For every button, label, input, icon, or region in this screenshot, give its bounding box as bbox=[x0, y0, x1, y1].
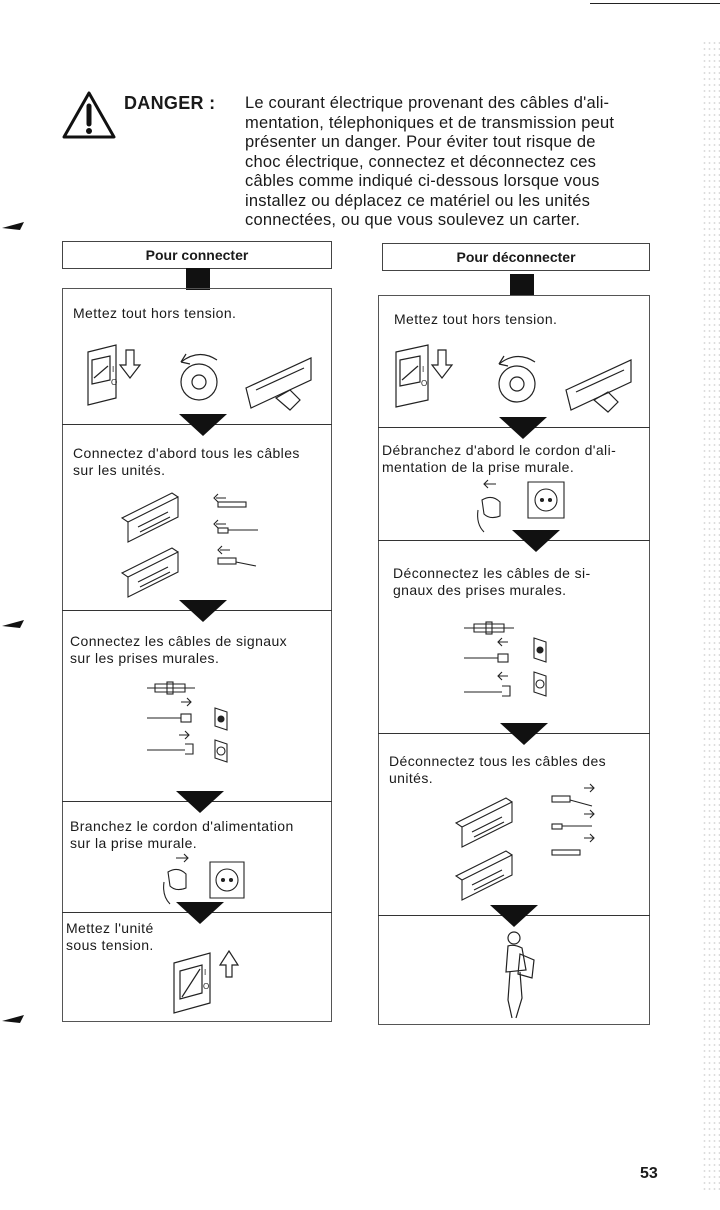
power-on-switch-illustration bbox=[170, 945, 250, 1015]
unplug-power-illustration bbox=[474, 476, 570, 536]
danger-line: Le courant électrique provenant des câbles d'ali- bbox=[245, 94, 610, 112]
step-line: sur la prise murale. bbox=[70, 835, 198, 851]
connect-step-4-text bbox=[70, 818, 294, 852]
step-line: Branchez le cordon d'alimentation bbox=[70, 818, 294, 834]
power-off-illustration bbox=[86, 340, 316, 410]
power-off-illustration bbox=[394, 340, 634, 412]
connect-tab-marker bbox=[186, 268, 210, 290]
down-arrow-icon bbox=[496, 721, 552, 747]
units-cables-illustration bbox=[118, 482, 268, 592]
danger-label: DANGER : bbox=[124, 93, 216, 113]
step-line: mentation de la prise murale. bbox=[382, 459, 575, 475]
svg-text:I: I bbox=[204, 968, 207, 977]
margin-mark bbox=[2, 620, 24, 628]
danger-paragraph bbox=[245, 94, 665, 231]
step-line: sur les unités. bbox=[73, 462, 166, 478]
svg-text:O: O bbox=[203, 982, 210, 991]
svg-text:O: O bbox=[421, 379, 428, 388]
units-cables-illustration bbox=[452, 782, 612, 902]
step-line: Connectez d'abord tous les câbles bbox=[73, 445, 300, 461]
down-arrow-icon bbox=[175, 412, 231, 438]
danger-line: choc électrique, connectez et déconnectez ces bbox=[245, 152, 597, 171]
connect-step-2-text bbox=[73, 445, 300, 479]
connect-column-header bbox=[62, 241, 332, 269]
step-line: Déconnectez tous les câbles des bbox=[389, 753, 607, 769]
step-line: Connectez les câbles de signaux bbox=[70, 633, 288, 649]
danger-line: câbles comme indiqué ci-dessous lorsque vous bbox=[245, 172, 600, 190]
step-line: Débranchez d'abord le cordon d'ali- bbox=[382, 442, 617, 458]
danger-line: mentation, télephoniques et de transmission peut bbox=[245, 113, 615, 132]
margin-mark bbox=[2, 1015, 24, 1023]
top-rule bbox=[590, 3, 720, 4]
down-arrow-icon bbox=[486, 903, 542, 929]
connect-title: Pour connecter bbox=[145, 247, 249, 263]
connect-step-3-text bbox=[70, 633, 287, 667]
page-number: 53 bbox=[640, 1165, 658, 1182]
step-line: Mettez tout hors tension. bbox=[73, 305, 237, 321]
step-line: Déconnectez les câbles de si- bbox=[393, 565, 591, 581]
step-line: unités. bbox=[389, 770, 434, 786]
disconnect-tab-marker bbox=[510, 274, 534, 296]
connect-step-5-text bbox=[66, 920, 154, 954]
down-arrow-icon bbox=[175, 598, 231, 624]
connect-step-1-text bbox=[73, 305, 236, 322]
disconnect-column-header bbox=[382, 243, 650, 271]
svg-text:I: I bbox=[112, 365, 115, 374]
down-arrow-icon bbox=[172, 789, 228, 815]
scan-edge-texture bbox=[702, 40, 720, 1190]
step-line: sous tension. bbox=[66, 937, 154, 953]
margin-mark bbox=[2, 222, 24, 230]
step-line: gnaux des prises murales. bbox=[393, 582, 567, 598]
power-plug-wall-illustration bbox=[160, 852, 250, 907]
warning-triangle-icon bbox=[62, 90, 116, 140]
down-arrow-icon bbox=[508, 528, 564, 554]
step-line: Mettez l'unité bbox=[66, 920, 154, 936]
down-arrow-icon bbox=[495, 415, 551, 441]
person-carrying-unit-illustration bbox=[496, 930, 540, 1020]
disconnect-title: Pour déconnecter bbox=[456, 249, 576, 265]
step-line: Mettez tout hors tension. bbox=[394, 311, 558, 327]
svg-text:I: I bbox=[422, 365, 425, 374]
down-arrow-icon bbox=[172, 900, 228, 926]
wall-sockets-signal-illustration bbox=[462, 620, 562, 710]
wall-sockets-signal-illustration bbox=[145, 680, 245, 765]
danger-line: connectées, ou que vous soulevez un carter. bbox=[245, 211, 581, 229]
step-line: sur les prises murales. bbox=[70, 650, 220, 666]
disconnect-step-1-text bbox=[394, 311, 557, 328]
danger-line: présenter un danger. Pour éviter tout risque de bbox=[245, 133, 596, 151]
svg-text:O: O bbox=[111, 378, 118, 387]
disconnect-step-2-text bbox=[382, 442, 616, 476]
disconnect-step-3-text bbox=[393, 565, 591, 599]
danger-line: installez ou déplacez ce matériel ou les unités bbox=[245, 191, 591, 210]
